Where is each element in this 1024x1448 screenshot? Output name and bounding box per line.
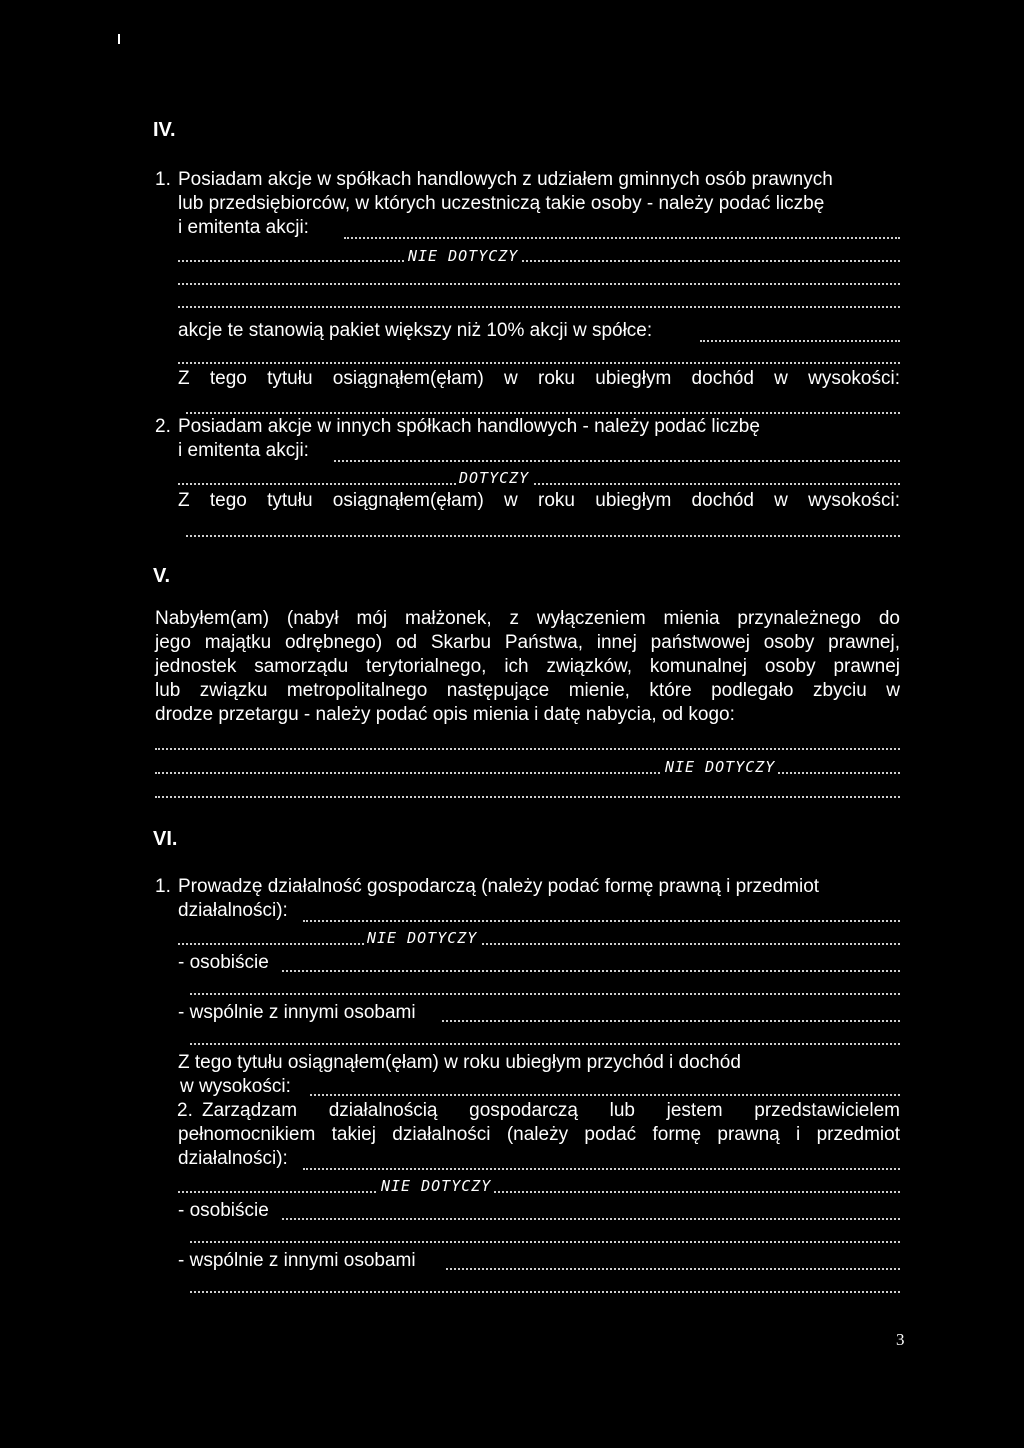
jointly-label: - wspólnie z innymi osobami bbox=[178, 1250, 416, 1271]
dotted-fill-line bbox=[303, 1168, 900, 1170]
acquisition-line-5: drodze przetargu - należy podać opis mienia i datę nabycia, od kogo: bbox=[155, 704, 735, 725]
dotted-fill-line bbox=[303, 920, 900, 922]
dotted-fill-line bbox=[310, 1094, 900, 1096]
business-line-1: Prowadzę działalność gospodarczą (należy podać formę prawną i przedmiot bbox=[178, 876, 820, 897]
management-line-3: działalności): bbox=[178, 1148, 288, 1169]
section-iv-heading: IV. bbox=[153, 119, 176, 141]
dotted-line bbox=[186, 412, 900, 414]
income-text: Z tego tytułu osiągnąłem(ęłam) w roku ubiegłym dochód w wysokości: bbox=[178, 368, 900, 389]
dotted-line bbox=[190, 1241, 900, 1243]
acquisition-line-3: jednostek samorządu terytorialnego, ich związków, komunalnej osoby prawnej bbox=[155, 656, 900, 677]
scan-mark bbox=[118, 34, 120, 44]
dotted-answer-line bbox=[178, 483, 900, 485]
handwritten-answer: DOTYCZY bbox=[456, 470, 532, 486]
item-number: 1. bbox=[155, 169, 171, 190]
handwritten-answer: NIE DOTYCZY bbox=[405, 248, 521, 264]
dotted-answer-line bbox=[178, 1191, 900, 1193]
acquisition-line-1: Nabyłem(am) (nabył mój małżonek, z wyłączeniem mienia przynależnego do bbox=[155, 608, 900, 629]
acquisition-line-4: lub związku metropolitalnego następujące mienie, które podlegało zbyciu w bbox=[155, 680, 900, 701]
acquisition-line-2: jego majątku odrębnego) od Skarbu Państwa, innej państwowej osoby prawnej, bbox=[155, 632, 900, 653]
personally-label: - osobiście bbox=[178, 952, 269, 973]
shares-municipal-line-2: lub przedsiębiorców, w których uczestniczą takie osoby - należy podać liczbę bbox=[178, 193, 825, 214]
section-vi-heading: VI. bbox=[153, 828, 178, 850]
shares-other-line-2: i emitenta akcji: bbox=[178, 440, 309, 461]
dotted-line bbox=[178, 306, 900, 308]
share-packet-text: akcje te stanowią pakiet większy niż 10% akcji w spółce: bbox=[178, 320, 653, 341]
item-number: 2. bbox=[177, 1100, 193, 1121]
dotted-fill-line bbox=[344, 237, 900, 239]
dotted-line bbox=[190, 1291, 900, 1293]
dotted-fill-line bbox=[700, 340, 900, 342]
dotted-line bbox=[190, 993, 900, 995]
dotted-line bbox=[155, 748, 900, 750]
dotted-answer-line bbox=[155, 772, 900, 774]
income-line-2: w wysokości: bbox=[180, 1076, 291, 1097]
dotted-fill-line bbox=[282, 1218, 900, 1220]
income-text: Z tego tytułu osiągnąłem(ęłam) w roku ubiegłym dochód w wysokości: bbox=[178, 490, 900, 511]
dotted-answer-line bbox=[178, 260, 900, 262]
handwritten-answer: NIE DOTYCZY bbox=[662, 759, 778, 775]
dotted-line bbox=[186, 535, 900, 537]
item-number: 1. bbox=[155, 876, 171, 897]
income-line-1: Z tego tytułu osiągnąłem(ęłam) w roku ubiegłym przychód i dochód bbox=[178, 1052, 741, 1073]
dotted-line bbox=[178, 283, 900, 285]
dotted-fill-line bbox=[282, 970, 900, 972]
management-line-1: Zarządzam działalnością gospodarczą lub jestem przedstawicielem bbox=[202, 1100, 900, 1121]
dotted-fill-line bbox=[442, 1020, 900, 1022]
business-line-2: działalności): bbox=[178, 900, 288, 921]
page-number: 3 bbox=[896, 1330, 905, 1349]
shares-other-line-1: Posiadam akcje w innych spółkach handlowych - należy podać liczbę bbox=[178, 416, 760, 437]
jointly-label: - wspólnie z innymi osobami bbox=[178, 1002, 416, 1023]
handwritten-answer: NIE DOTYCZY bbox=[378, 1178, 494, 1194]
shares-municipal-line-3: i emitenta akcji: bbox=[178, 217, 309, 238]
management-line-2: pełnomocnikiem takiej działalności (należy podać formę prawną i przedmiot bbox=[178, 1124, 900, 1145]
personally-label: - osobiście bbox=[178, 1200, 269, 1221]
dotted-fill-line bbox=[446, 1268, 900, 1270]
shares-municipal-line-1: Posiadam akcje w spółkach handlowych z udziałem gminnych osób prawnych bbox=[178, 169, 833, 190]
handwritten-answer: NIE DOTYCZY bbox=[364, 930, 480, 946]
item-number: 2. bbox=[155, 416, 171, 437]
dotted-answer-line bbox=[178, 943, 900, 945]
dotted-line bbox=[178, 362, 900, 364]
section-v-heading: V. bbox=[153, 565, 171, 587]
dotted-line bbox=[155, 796, 900, 798]
dotted-line bbox=[190, 1043, 900, 1045]
dotted-fill-line bbox=[334, 460, 900, 462]
